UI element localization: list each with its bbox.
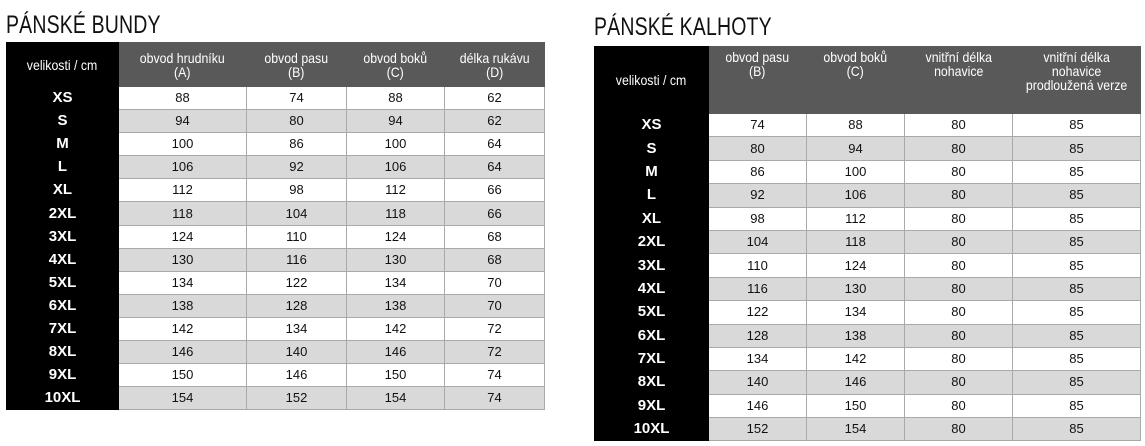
table-row [7, 248, 545, 271]
measurement-cell: 72 [445, 341, 545, 364]
measurement-cell: 80 [905, 277, 1013, 300]
size-label: 10XL [7, 387, 119, 410]
size-label: L [595, 184, 709, 207]
pants-header-row [595, 47, 1141, 114]
measurement-cell: 66 [445, 179, 545, 202]
measurement-cell: 118 [807, 230, 905, 253]
measurement-cell: 74 [247, 87, 347, 110]
measurement-cell: 118 [119, 202, 247, 225]
size-label: XL [595, 207, 709, 230]
size-label: 2XL [595, 230, 709, 253]
measurement-cell: 110 [709, 254, 807, 277]
measurement-cell: 154 [119, 387, 247, 410]
table-row [595, 230, 1141, 253]
measurement-cell: 98 [709, 207, 807, 230]
table-row [595, 207, 1141, 230]
measurement-cell: 85 [1013, 230, 1141, 253]
size-label: 8XL [595, 371, 709, 394]
measurement-cell: 112 [807, 207, 905, 230]
measurement-cell: 80 [905, 347, 1013, 370]
jackets-header-row [7, 43, 545, 87]
measurement-cell: 130 [119, 248, 247, 271]
measurement-cell: 116 [709, 277, 807, 300]
measurement-cell: 122 [247, 271, 347, 294]
table-row [595, 184, 1141, 207]
table-row [7, 294, 545, 317]
measurement-cell: 85 [1013, 137, 1141, 160]
jackets-col-header: obvod hrudníku (A) [119, 43, 247, 87]
table-row [7, 179, 545, 202]
measurement-cell: 142 [807, 347, 905, 370]
jackets-size-table [6, 42, 545, 410]
size-label: L [7, 156, 119, 179]
jackets-col-header: délka rukávu (D) [445, 43, 545, 87]
measurement-cell: 85 [1013, 418, 1141, 441]
measurement-cell: 146 [807, 371, 905, 394]
size-label: XS [595, 114, 709, 137]
table-row [595, 254, 1141, 277]
measurement-cell: 106 [347, 156, 445, 179]
measurement-cell: 80 [709, 137, 807, 160]
measurement-cell: 85 [1013, 324, 1141, 347]
measurement-cell: 80 [905, 418, 1013, 441]
measurement-cell: 128 [709, 324, 807, 347]
measurement-cell: 94 [119, 110, 247, 133]
measurement-cell: 62 [445, 87, 545, 110]
measurement-cell: 88 [119, 87, 247, 110]
measurement-cell: 146 [247, 364, 347, 387]
measurement-cell: 80 [247, 110, 347, 133]
measurement-cell: 92 [709, 184, 807, 207]
measurement-cell: 80 [905, 207, 1013, 230]
measurement-cell: 124 [119, 225, 247, 248]
measurement-cell: 80 [905, 230, 1013, 253]
pants-col-header: obvod pasu (B) [709, 47, 807, 114]
table-row [595, 137, 1141, 160]
measurement-cell: 124 [807, 254, 905, 277]
pants-size-table [594, 46, 1141, 441]
size-label: 2XL [7, 202, 119, 225]
measurement-cell: 64 [445, 156, 545, 179]
measurement-cell: 94 [807, 137, 905, 160]
table-row [595, 371, 1141, 394]
measurement-cell: 130 [347, 248, 445, 271]
measurement-cell: 118 [347, 202, 445, 225]
measurement-cell: 104 [709, 230, 807, 253]
measurement-cell: 85 [1013, 371, 1141, 394]
measurement-cell: 146 [347, 341, 445, 364]
measurement-cell: 140 [247, 341, 347, 364]
measurement-cell: 134 [347, 271, 445, 294]
measurement-cell: 80 [905, 324, 1013, 347]
measurement-cell: 86 [709, 160, 807, 183]
measurement-cell: 80 [905, 184, 1013, 207]
table-row [595, 418, 1141, 441]
measurement-cell: 85 [1013, 184, 1141, 207]
size-label: 10XL [595, 418, 709, 441]
measurement-cell: 100 [347, 133, 445, 156]
measurement-cell: 100 [119, 133, 247, 156]
size-label: 7XL [595, 347, 709, 370]
measurement-cell: 134 [119, 271, 247, 294]
measurement-cell: 85 [1013, 254, 1141, 277]
measurement-cell: 86 [247, 133, 347, 156]
measurement-cell: 154 [347, 387, 445, 410]
measurement-cell: 85 [1013, 347, 1141, 370]
table-row [7, 364, 545, 387]
table-row [7, 110, 545, 133]
measurement-cell: 85 [1013, 394, 1141, 417]
measurement-cell: 150 [119, 364, 247, 387]
table-row [7, 156, 545, 179]
size-label: 6XL [7, 294, 119, 317]
measurement-cell: 112 [347, 179, 445, 202]
size-label: 3XL [7, 225, 119, 248]
table-row [7, 202, 545, 225]
measurement-cell: 124 [347, 225, 445, 248]
jackets-col-header: obvod boků (C) [347, 43, 445, 87]
pants-title: PÁNSKÉ KALHOTY [594, 13, 772, 41]
pants-size-chart [594, 12, 1140, 441]
measurement-cell: 94 [347, 110, 445, 133]
measurement-cell: 142 [347, 317, 445, 340]
size-label: 5XL [595, 301, 709, 324]
measurement-cell: 85 [1013, 114, 1141, 137]
measurement-cell: 85 [1013, 160, 1141, 183]
measurement-cell: 70 [445, 271, 545, 294]
measurement-cell: 154 [807, 418, 905, 441]
measurement-cell: 146 [119, 341, 247, 364]
table-row [595, 394, 1141, 417]
measurement-cell: 122 [709, 301, 807, 324]
measurement-cell: 74 [445, 364, 545, 387]
measurement-cell: 80 [905, 254, 1013, 277]
table-row [7, 387, 545, 410]
pants-col-header: obvod boků (C) [807, 47, 905, 114]
size-label: 9XL [595, 394, 709, 417]
table-row [7, 87, 545, 110]
measurement-cell: 72 [445, 317, 545, 340]
table-row [595, 324, 1141, 347]
jackets-size-chart [6, 10, 544, 410]
measurement-cell: 92 [247, 156, 347, 179]
measurement-cell: 106 [807, 184, 905, 207]
measurement-cell: 80 [905, 301, 1013, 324]
measurement-cell: 70 [445, 294, 545, 317]
measurement-cell: 104 [247, 202, 347, 225]
measurement-cell: 142 [119, 317, 247, 340]
table-row [7, 271, 545, 294]
measurement-cell: 80 [905, 114, 1013, 137]
measurement-cell: 88 [347, 87, 445, 110]
measurement-cell: 138 [347, 294, 445, 317]
size-label: 3XL [595, 254, 709, 277]
measurement-cell: 112 [119, 179, 247, 202]
measurement-cell: 150 [347, 364, 445, 387]
measurement-cell: 110 [247, 225, 347, 248]
pants-table-body [595, 114, 1141, 441]
size-label: 4XL [7, 248, 119, 271]
measurement-cell: 134 [807, 301, 905, 324]
measurement-cell: 152 [247, 387, 347, 410]
measurement-cell: 68 [445, 225, 545, 248]
measurement-cell: 64 [445, 133, 545, 156]
size-label: 8XL [7, 341, 119, 364]
measurement-cell: 146 [709, 394, 807, 417]
measurement-cell: 130 [807, 277, 905, 300]
table-row [595, 277, 1141, 300]
pants-col-header: vnitřní délka nohavice [905, 47, 1013, 114]
table-row [7, 317, 545, 340]
measurement-cell: 128 [247, 294, 347, 317]
measurement-cell: 152 [709, 418, 807, 441]
table-row [7, 341, 545, 364]
size-label: M [595, 160, 709, 183]
table-row [7, 133, 545, 156]
measurement-cell: 80 [905, 137, 1013, 160]
size-label: 9XL [7, 364, 119, 387]
measurement-cell: 74 [709, 114, 807, 137]
measurement-cell: 62 [445, 110, 545, 133]
size-label: XL [7, 179, 119, 202]
measurement-cell: 98 [247, 179, 347, 202]
measurement-cell: 140 [709, 371, 807, 394]
measurement-cell: 100 [807, 160, 905, 183]
table-row [7, 225, 545, 248]
measurement-cell: 80 [905, 160, 1013, 183]
measurement-cell: 85 [1013, 277, 1141, 300]
measurement-cell: 68 [445, 248, 545, 271]
measurement-cell: 88 [807, 114, 905, 137]
jackets-table-body [7, 87, 545, 410]
size-label: XS [7, 87, 119, 110]
measurement-cell: 80 [905, 371, 1013, 394]
jackets-title: PÁNSKÉ BUNDY [6, 11, 161, 39]
table-row [595, 301, 1141, 324]
table-row [595, 347, 1141, 370]
measurement-cell: 150 [807, 394, 905, 417]
measurement-cell: 80 [905, 394, 1013, 417]
size-label: S [7, 110, 119, 133]
jackets-corner-label: velikosti / cm [7, 43, 119, 87]
measurement-cell: 85 [1013, 301, 1141, 324]
measurement-cell: 134 [247, 317, 347, 340]
size-label: S [595, 137, 709, 160]
table-row [595, 160, 1141, 183]
pants-col-header: vnitřní délka nohavice prodloužená verze [1013, 47, 1141, 114]
size-label: 4XL [595, 277, 709, 300]
measurement-cell: 134 [709, 347, 807, 370]
size-label: 6XL [595, 324, 709, 347]
measurement-cell: 138 [119, 294, 247, 317]
size-label: 5XL [7, 271, 119, 294]
measurement-cell: 138 [807, 324, 905, 347]
measurement-cell: 106 [119, 156, 247, 179]
measurement-cell: 74 [445, 387, 545, 410]
size-label: 7XL [7, 317, 119, 340]
jackets-col-header: obvod pasu (B) [247, 43, 347, 87]
table-row [595, 114, 1141, 137]
measurement-cell: 85 [1013, 207, 1141, 230]
measurement-cell: 116 [247, 248, 347, 271]
pants-corner-label: velikosti / cm [595, 47, 709, 114]
size-label: M [7, 133, 119, 156]
measurement-cell: 66 [445, 202, 545, 225]
